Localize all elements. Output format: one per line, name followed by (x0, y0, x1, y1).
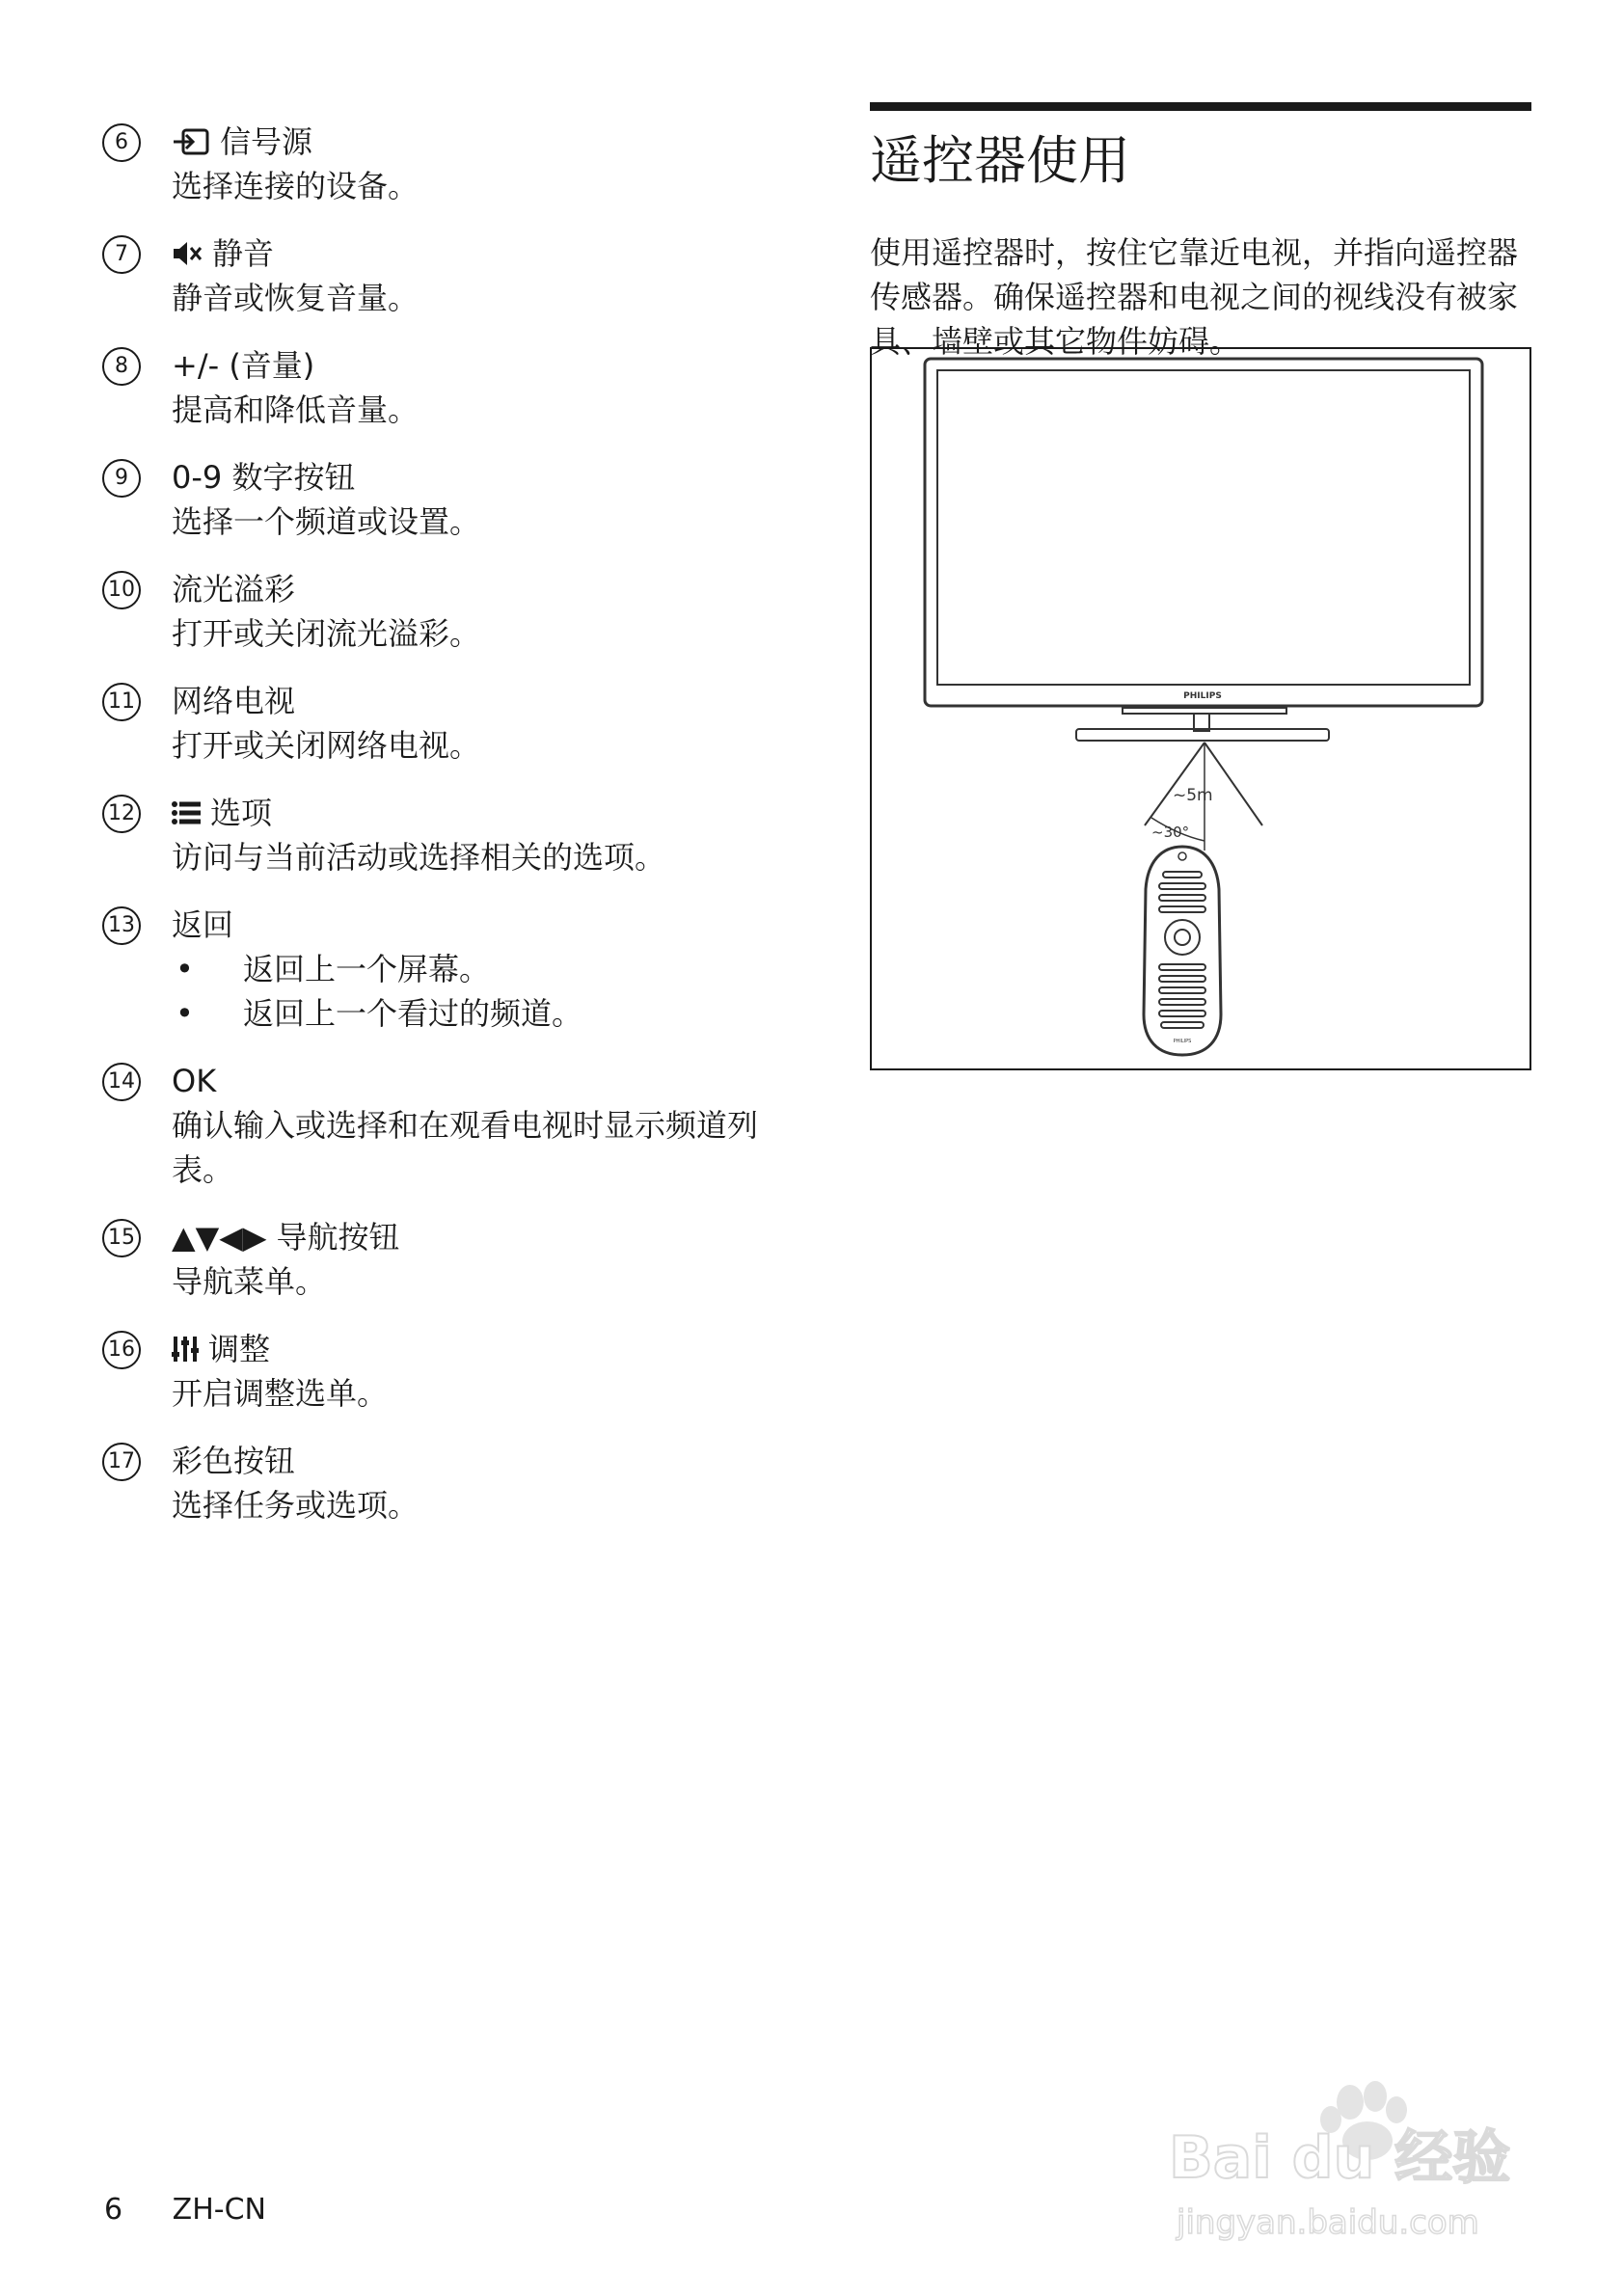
section-title: 遥控器使用 (870, 130, 1130, 191)
list-item (102, 120, 777, 208)
language-code: ZH-CN (172, 2193, 266, 2227)
section-rule (870, 102, 1531, 111)
list-item (102, 1327, 777, 1416)
item-title-text: 导航按钮 (276, 1219, 400, 1256)
item-description: 开启调整选单。 (172, 1375, 389, 1412)
tv-brand-logo: PHILIPS (1183, 691, 1222, 701)
item-title (172, 791, 777, 835)
item-title: 0-9 数字按钮 (172, 459, 356, 496)
item-description: 打开或关闭流光溢彩。 (172, 615, 481, 652)
item-description: 访问与当前活动或选择相关的选项。 (172, 839, 666, 876)
item-description: 选择任务或选项。 (172, 1487, 420, 1524)
angle-label: ~30° (1151, 824, 1190, 841)
bullet-item: • 返回上一个看过的频道。 (172, 991, 777, 1036)
distance-label: ~5m (1173, 786, 1213, 805)
remote-usage-section (870, 102, 1531, 364)
item-number: 9 (102, 459, 141, 498)
item-number: 15 (102, 1219, 141, 1257)
section-body: 使用遥控器时，按住它靠近电视，并指向遥控器传感器。确保遥控器和电视之间的视线没有被家具、墙壁或其它物件妨碍。 (870, 234, 1519, 361)
item-title: 彩色按钮 (172, 1443, 296, 1479)
options-list-icon (172, 800, 201, 825)
tv-illustration (925, 359, 1482, 741)
list-item (102, 679, 777, 768)
item-description: 选择连接的设备。 (172, 168, 420, 204)
item-description: 打开或关闭网络电视。 (172, 727, 481, 764)
item-title (172, 231, 777, 276)
item-description: 选择一个频道或设置。 (172, 503, 481, 540)
bullet-item: • 返回上一个屏幕。 (172, 947, 777, 991)
item-title: 流光溢彩 (172, 571, 296, 608)
item-title (172, 1327, 777, 1371)
watermark-logo-text: Bai du 经验 (1169, 2124, 1511, 2192)
item-title-text: 选项 (210, 795, 273, 831)
page-footer (104, 2191, 266, 2229)
list-item (102, 567, 777, 656)
item-title: 返回 (172, 906, 234, 943)
item-description: 确认输入或选择和在观看电视时显示频道列表。 (172, 1107, 759, 1188)
item-description: 导航菜单。 (172, 1263, 327, 1300)
remote-brand-logo: PHILIPS (1173, 1039, 1192, 1044)
list-item (102, 1059, 777, 1192)
item-title: +/- (音量) (172, 347, 315, 384)
baidu-jingyan-watermark (1157, 2064, 1562, 2256)
source-input-icon (172, 127, 210, 156)
item-number: 14 (102, 1063, 141, 1101)
item-number: 16 (102, 1331, 141, 1369)
list-item (102, 1439, 777, 1527)
bullet-list (172, 947, 777, 1036)
item-title-text: 调整 (208, 1331, 271, 1367)
list-item (102, 1215, 777, 1304)
list-item (102, 903, 777, 1036)
remote-usage-illustration (870, 347, 1531, 1070)
item-number: 11 (102, 683, 141, 721)
remote-illustration (1144, 847, 1221, 1055)
list-item (102, 231, 777, 320)
item-number: 8 (102, 347, 141, 386)
item-number: 12 (102, 795, 141, 833)
item-number: 7 (102, 235, 141, 274)
item-number: 6 (102, 123, 141, 162)
list-item (102, 791, 777, 879)
adjust-sliders-icon (172, 1335, 199, 1364)
navigation-arrows-icon: ▲▼◀▶ (172, 1219, 267, 1256)
item-number: 10 (102, 571, 141, 609)
watermark-url: jingyan.baidu.com (1177, 2203, 1479, 2242)
list-item (102, 343, 777, 432)
page-number: 6 (104, 2193, 123, 2227)
item-title: 网络电视 (172, 683, 296, 719)
item-description: 提高和降低音量。 (172, 392, 420, 428)
button-description-list (102, 120, 777, 1551)
mute-icon (172, 239, 203, 268)
ir-signal-cone (1145, 743, 1262, 851)
item-number: 13 (102, 906, 141, 945)
item-title (172, 120, 777, 164)
item-title-text: 静音 (212, 235, 275, 272)
item-title-text: 信号源 (220, 123, 313, 160)
item-description: 静音或恢复音量。 (172, 280, 420, 316)
item-number: 17 (102, 1443, 141, 1481)
list-item (102, 455, 777, 544)
item-title: OK (172, 1063, 217, 1099)
item-title (172, 1215, 777, 1259)
